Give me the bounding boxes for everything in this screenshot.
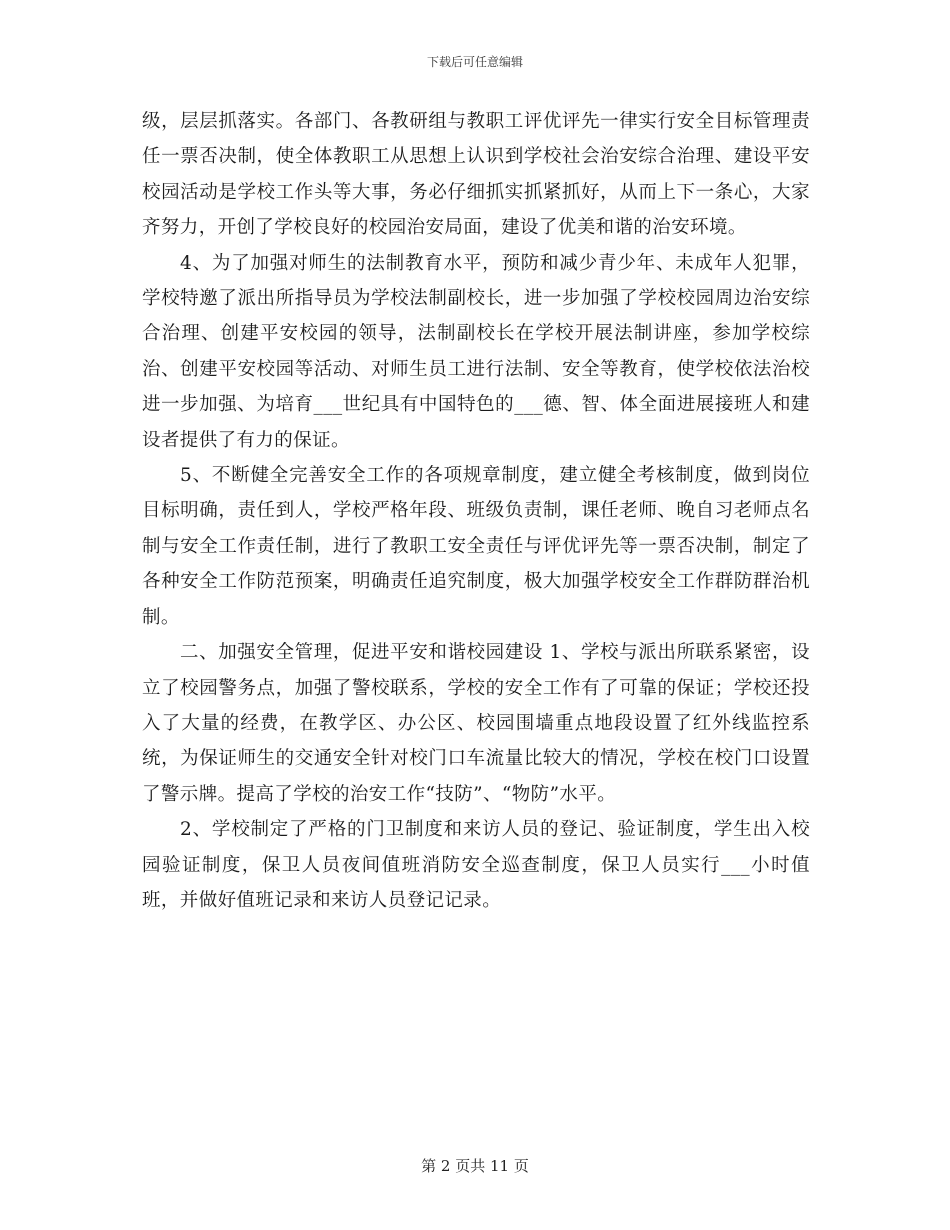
- paragraph-2: 4、为了加强对师生的法制教育水平，预防和减少青少年、未成年人犯罪，学校特邀了派出所指导员为学校法制副校长，进一步加强了学校校园周边治安综合治理、创建平安校园的领导，法制副校长在学校开展法制讲座，参加学校综治、创建平安校园等活动、对师生员工进行法制、安全等教育，使学校依法治校进一步加强、为培育___世纪具有中国特色的___德、智、体全面进展接班人和建设者提供了有力的保证。: [142, 252, 810, 451]
- document-body: [142, 104, 810, 918]
- page-header: 下载后可任意编辑: [426, 55, 523, 69]
- paragraph-4: 二、加强安全管理，促进平安和谐校园建设 1、学校与派出所联系紧密，设立了校园警务点，加强了警校联系，学校的安全工作有了可靠的保证；学校还投入了大量的经费，在教学区、办公区、校园围墙重点地段设置了红外线监控系统，为保证师生的交通安全针对校门口车流量比较大的情况，学校在校门口设置了警示牌。提高了学校的治安工作“技防”、“物防”水平。: [142, 642, 810, 805]
- page-number-footer: 第 2 页共 11 页: [421, 1157, 529, 1175]
- paragraph-1: 级，层层抓落实。各部门、各教研组与教职工评优评先一律实行安全目标管理责任一票否决制，使全体教职工从思想上认识到学校社会治安综合治理、建设平安校园活动是学校工作头等大事，务必仔细抓实抓紧抓好，从而上下一条心，大家齐努力，开创了学校良好的校园治安局面，建设了优美和谐的治安环境。: [142, 111, 810, 239]
- paragraph-3: 5、不断健全完善安全工作的各项规章制度，建立健全考核制度，做到岗位目标明确，责任到人，学校严格年段、班级负责制，课任老师、晚自习老师点名制与安全工作责任制，进行了教职工安全责任与评优评先等一票否决制，制定了各种安全工作防范预案，明确责任追究制度，极大加强学校安全工作群防群治机制。: [142, 465, 810, 628]
- paragraph-5: 2、学校制定了严格的门卫制度和来访人员的登记、验证制度，学生出入校园验证制度，保卫人员夜间值班消防安全巡查制度，保卫人员实行___小时值班，并做好值班记录和来访人员登记记录。: [142, 819, 810, 911]
